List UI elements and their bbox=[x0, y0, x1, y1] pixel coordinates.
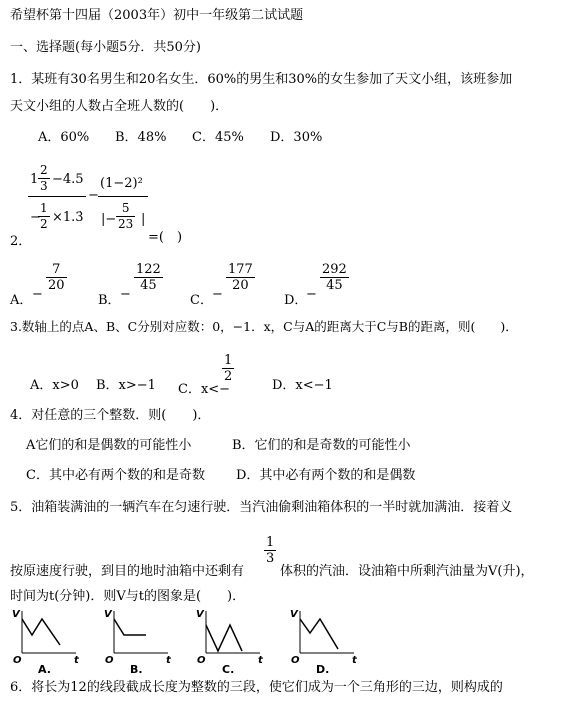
q2-top-rest: −4.5 bbox=[52, 172, 84, 187]
q2-expr2-den-frac-num: 5 bbox=[121, 201, 130, 215]
q1-option-b: B．48% bbox=[115, 130, 167, 145]
q2-bottom-frac-den: 2 bbox=[40, 217, 48, 231]
q3-option-d: D．x<−1 bbox=[272, 378, 333, 393]
q2-bottom-left: − bbox=[30, 210, 41, 225]
q5-graph-a bbox=[12, 609, 80, 676]
q5-graph-b-origin: O bbox=[105, 655, 114, 666]
q3-option-c-num: 1 bbox=[224, 353, 233, 368]
q1-option-d: D．30% bbox=[270, 130, 323, 145]
q2-option-b-fraction bbox=[134, 262, 163, 293]
q2-option-a-fraction bbox=[46, 262, 67, 293]
q2-expr2-den-frac-den: 23 bbox=[118, 217, 134, 231]
q2-bottom-rest: ×1.3̇ bbox=[52, 210, 84, 225]
q2-top-mixed-fraction bbox=[38, 163, 50, 194]
q5-graph-a-curve bbox=[22, 619, 60, 645]
q5-graph-b-curve bbox=[114, 619, 146, 635]
q1-text-line1: 1．某班有30名男生和20名女生．60%的男生和30%的女生参加了天文小组，该班参加 bbox=[10, 72, 513, 87]
q2-option-d-fraction bbox=[320, 262, 349, 293]
q3-option-c-den: 2 bbox=[224, 369, 233, 384]
q5-graph-c-curve bbox=[206, 625, 242, 651]
q5-graph-d-origin: O bbox=[291, 655, 300, 666]
q2-expr2-den-right: | bbox=[141, 212, 146, 227]
q5-graphs bbox=[0, 605, 561, 680]
q5-line2-post: 体积的汽油．设油箱中所剩汽油量为V(升)， bbox=[280, 564, 534, 579]
q4-option-d: D．其中必有两个数的和是偶数 bbox=[236, 468, 416, 483]
q2-option-b-num: 122 bbox=[136, 262, 161, 277]
q2-top-frac-den: 3 bbox=[40, 179, 48, 193]
q2-equals: =( ) bbox=[148, 230, 183, 245]
q3-option-c-fraction bbox=[222, 353, 234, 384]
q1-text-line2: 天文小组的人数占全班人数的( )． bbox=[10, 99, 229, 114]
q5-graph-c-origin: O bbox=[197, 655, 206, 666]
q4-text: 4．对任意的三个整数．则( )． bbox=[10, 408, 211, 423]
q5-graph-a-axis-v: V bbox=[12, 609, 20, 620]
q5-graph-c-label: C. bbox=[222, 663, 235, 676]
q5-line2-pre: 按原速度行驶，到目的地时油箱中还剩有 bbox=[10, 564, 245, 579]
q5-graph-d-axis-v: V bbox=[290, 609, 298, 620]
q5-graph-b-axis-t: t bbox=[166, 655, 171, 666]
q2-expr2-den-fraction bbox=[116, 201, 135, 232]
q2-minus: − bbox=[88, 188, 99, 203]
q2-option-d-sign: − bbox=[306, 287, 317, 302]
q1-option-c: C．45% bbox=[192, 130, 244, 145]
q5-frac-num: 1 bbox=[266, 535, 275, 550]
q1-option-a: A．60% bbox=[38, 130, 90, 145]
q4-option-a: A它们的和是偶数的可能性小 bbox=[26, 438, 192, 453]
q5-graph-c bbox=[196, 609, 264, 676]
q5-graph-b-label: B. bbox=[130, 663, 143, 676]
q5-graph-d bbox=[290, 609, 358, 676]
q4-option-c: C．其中必有两个数的和是奇数 bbox=[26, 468, 205, 483]
q4-option-b: B．它们的和是奇数的可能性小 bbox=[232, 438, 411, 453]
q2-option-c-label: C． bbox=[190, 293, 213, 308]
q5-graph-a-label: A. bbox=[38, 663, 51, 676]
q5-text-line1: 5．油箱装满油的一辆汽车在匀速行驶．当汽油偷剩油箱体积的一半时就加满油．接着义 bbox=[10, 500, 513, 515]
section-heading: 一、选择题(每小题5分．共50分) bbox=[10, 40, 201, 55]
q2-option-b-label: B． bbox=[98, 293, 121, 308]
q3-text: 3.数轴上的点A、B、C分别对应数：0，−1．x，C与A的距离大于C与B的距离，则( )． bbox=[10, 319, 518, 334]
q2-fraction-bar-1 bbox=[28, 196, 86, 197]
q2-expr2-numerator: (1−2)² bbox=[100, 176, 143, 191]
q2-top-whole: 1 bbox=[30, 172, 39, 187]
q2-option-b-sign: − bbox=[120, 287, 131, 302]
q5-graph-a-origin: O bbox=[13, 655, 22, 666]
q2-option-c-den: 20 bbox=[226, 277, 255, 293]
q5-graph-d-axis-t: t bbox=[352, 655, 357, 666]
q6-text: 6．将长为12的线段截成长度为整数的三段，使它们成为一个三角形的三边，则构成的 bbox=[10, 680, 503, 695]
q5-fraction bbox=[264, 535, 276, 566]
q5-text-line3: 时间为t(分钟)．则V与t的图象是( )． bbox=[10, 589, 246, 604]
q2-top-frac-num: 2 bbox=[40, 163, 48, 177]
q5-frac-den: 3 bbox=[266, 551, 275, 566]
q2-option-a-sign: − bbox=[32, 287, 43, 302]
q2-option-c-num: 177 bbox=[228, 262, 253, 277]
q2-option-a-label: A． bbox=[10, 293, 33, 308]
q5-graph-c-axis-v: V bbox=[196, 609, 204, 620]
q2-bottom-fraction bbox=[38, 201, 50, 232]
q2-bottom-frac-num: 1 bbox=[40, 201, 48, 215]
q2-option-a-den: 20 bbox=[48, 278, 65, 293]
q5-graph-d-curve bbox=[300, 619, 338, 649]
q5-graph-b bbox=[104, 609, 172, 676]
q3-option-b: B．x>−1 bbox=[96, 378, 156, 393]
q5-graph-a-axis-t: t bbox=[74, 655, 79, 666]
q2-option-d-label: D． bbox=[284, 293, 308, 308]
q2-option-b-den: 45 bbox=[134, 277, 163, 293]
q2-option-c-sign: − bbox=[212, 287, 223, 302]
q2-option-d-den: 45 bbox=[320, 277, 349, 293]
q5-graph-c-axis-t: t bbox=[258, 655, 263, 666]
q2-option-a-num: 7 bbox=[52, 262, 61, 277]
q2-fraction-bar-2 bbox=[98, 196, 148, 197]
page-title: 希望杯第十四届（2003年）初中一年级第二试试题 bbox=[10, 8, 304, 23]
q3-option-c-prefix: C．x<− bbox=[178, 382, 231, 397]
q5-graph-b-axis-v: V bbox=[104, 609, 112, 620]
q2-number: 2． bbox=[10, 234, 32, 249]
q2-expr2-den-left: |− bbox=[101, 212, 117, 227]
q2-option-d-num: 292 bbox=[322, 262, 347, 277]
q2-option-c-fraction bbox=[226, 262, 255, 293]
q3-option-a: A．x>0 bbox=[30, 378, 79, 393]
q5-graph-d-label: D. bbox=[316, 663, 330, 676]
